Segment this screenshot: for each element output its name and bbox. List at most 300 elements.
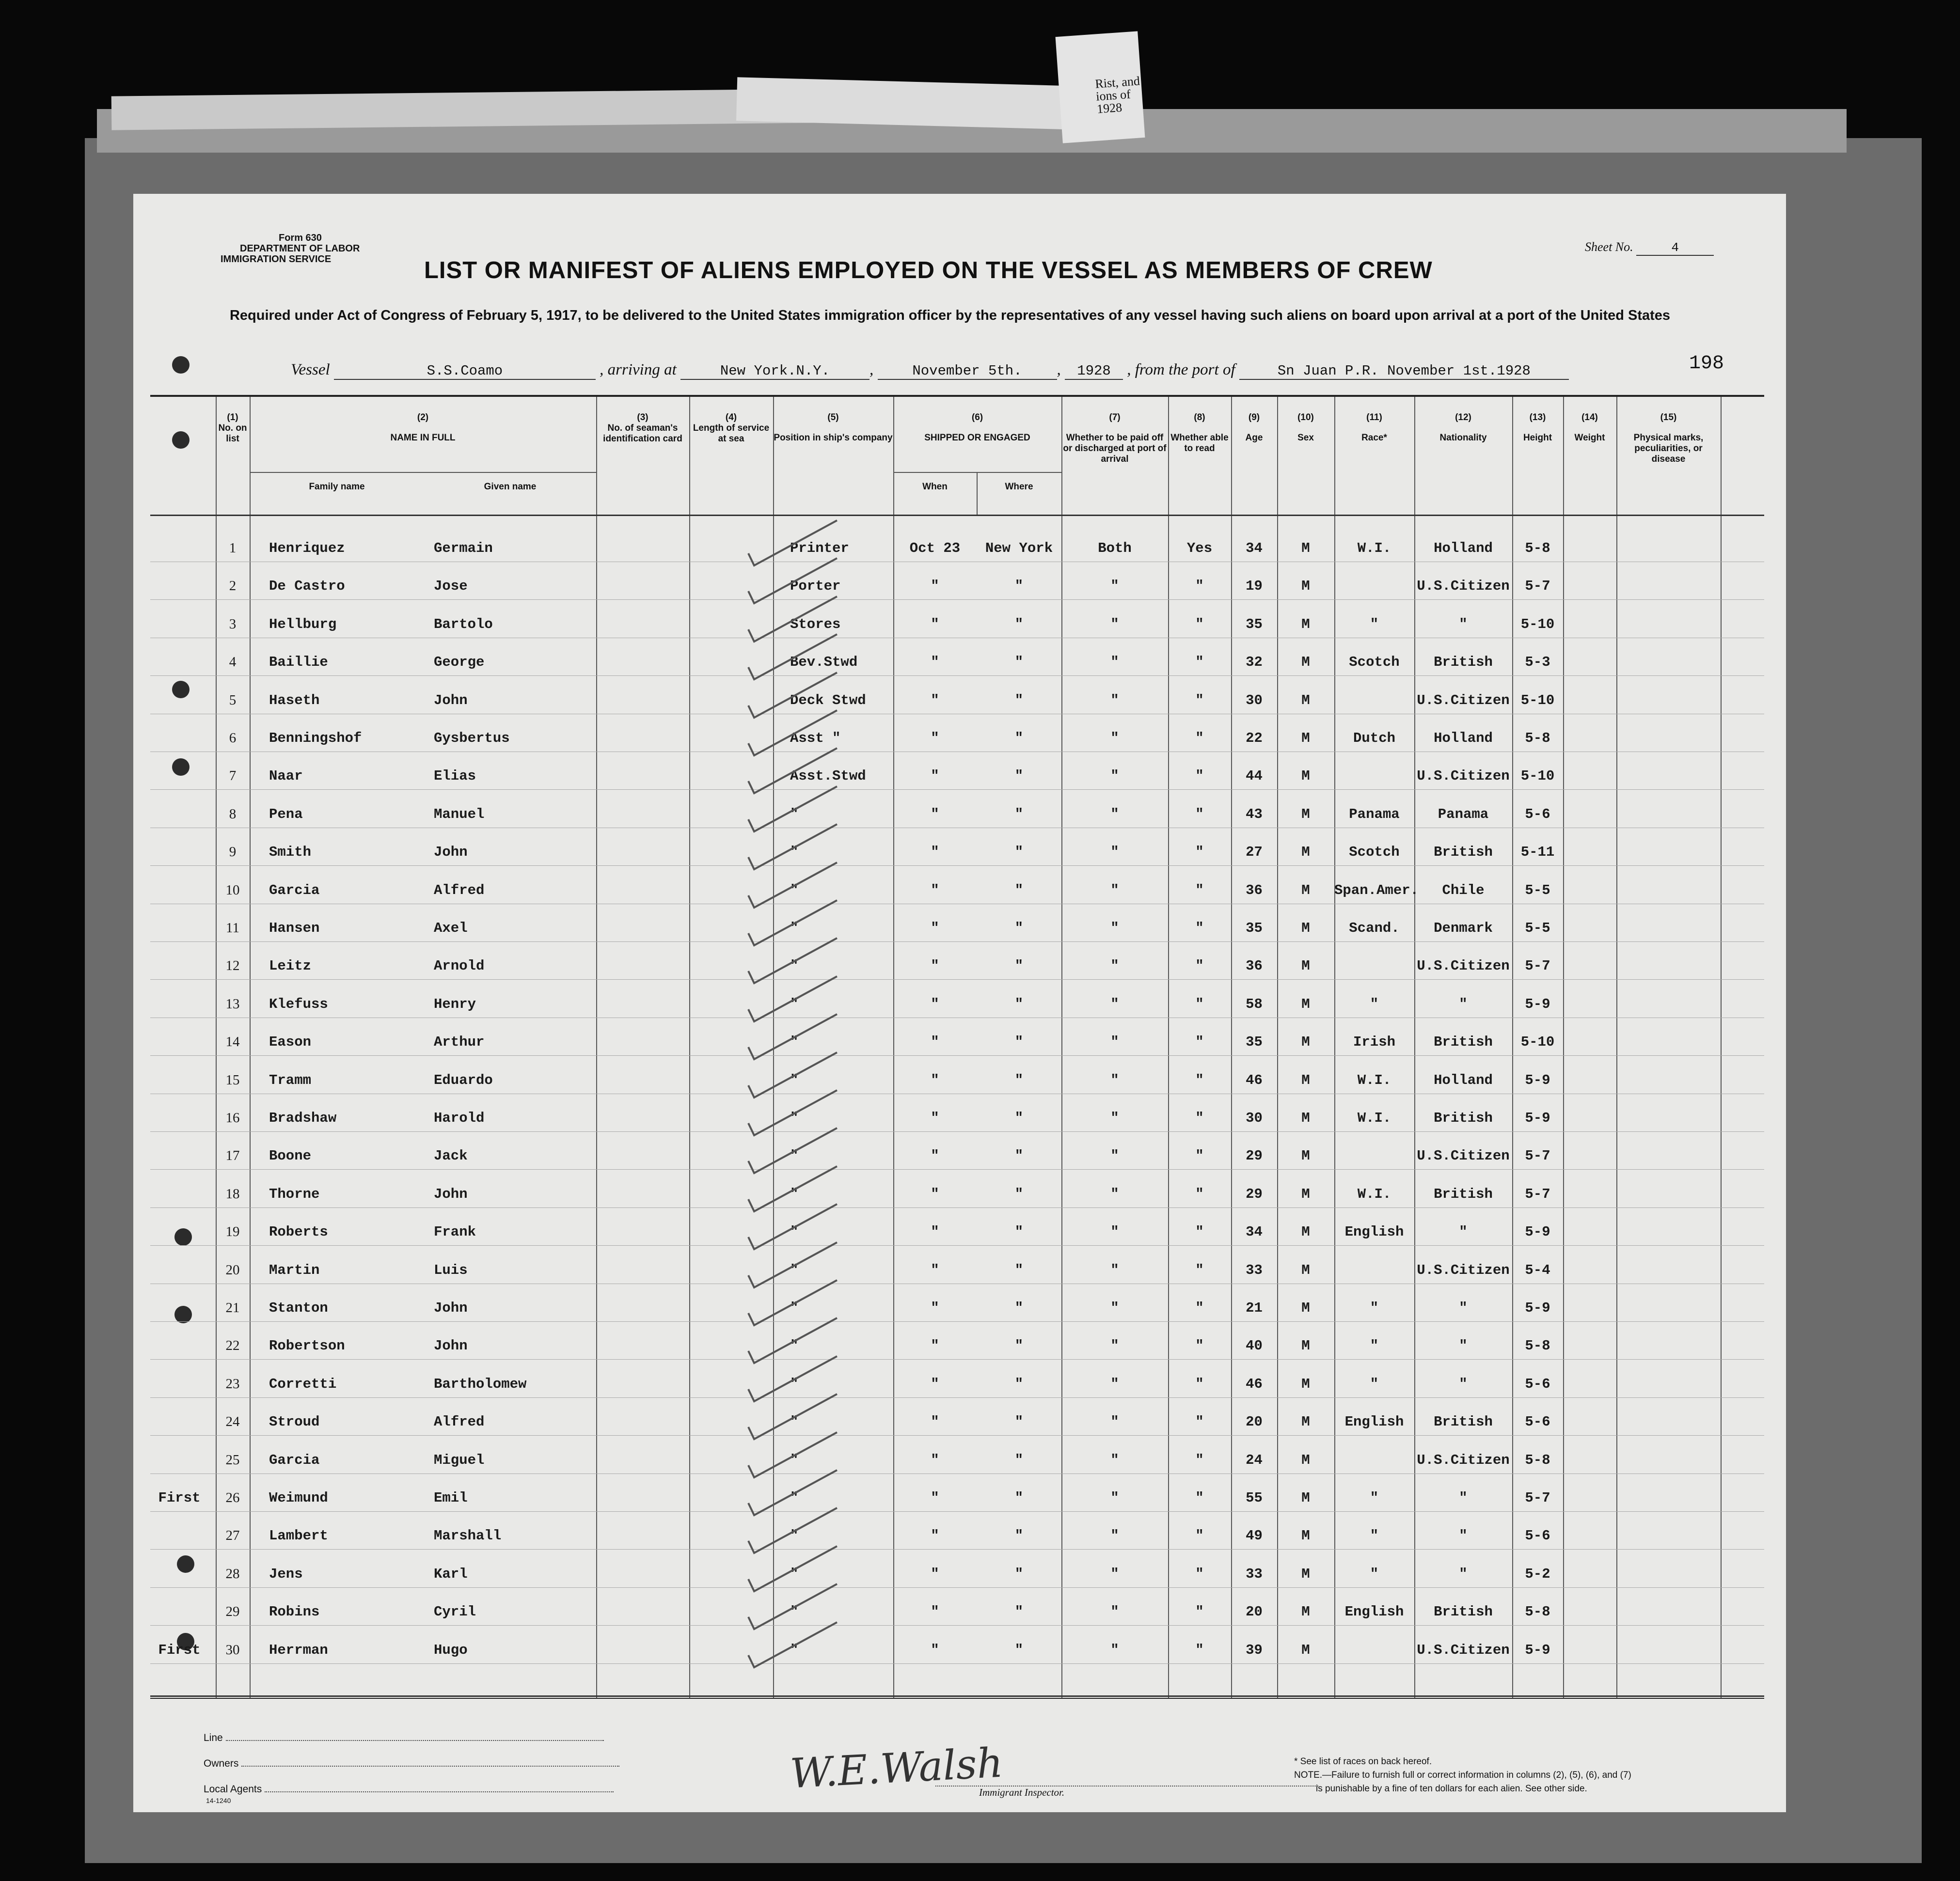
cell-paid: "	[1110, 1452, 1119, 1468]
cell-paid: "	[1110, 692, 1119, 708]
cell-position: "	[790, 1566, 799, 1582]
cell-no: 5	[229, 692, 237, 708]
cell-paid: "	[1110, 1300, 1119, 1316]
cell-read: "	[1195, 768, 1204, 784]
cell-sex: M	[1301, 806, 1310, 822]
cell-given: George	[434, 654, 485, 671]
paper-tab: Rist, and ions of 1928	[1056, 31, 1145, 143]
cell-no: 17	[225, 1148, 240, 1164]
cell-read: "	[1195, 920, 1204, 936]
cell-read: "	[1195, 1148, 1204, 1164]
row-rule	[150, 865, 1764, 866]
cell-position: "	[790, 1414, 799, 1430]
cell-read: "	[1195, 1604, 1204, 1620]
cell-height: 5-11	[1520, 844, 1555, 861]
cell-given: Miguel	[434, 1452, 485, 1468]
cell-read: "	[1195, 730, 1204, 746]
cell-height: 5-9	[1525, 1642, 1550, 1658]
cell-height: 5-8	[1525, 730, 1550, 746]
cell-given: John	[434, 1300, 468, 1316]
cell-given: Frank	[434, 1224, 476, 1240]
cell-no: 12	[225, 958, 240, 974]
departure-port: Sn Juan P.R. November 1st.1928	[1239, 363, 1569, 380]
cell-when: "	[931, 692, 939, 708]
cell-sex: M	[1301, 578, 1310, 595]
crew-table	[150, 395, 1764, 1699]
cell-given: Cyril	[434, 1604, 476, 1620]
cell-no: 26	[225, 1490, 240, 1505]
cell-sex: M	[1301, 1452, 1310, 1468]
arrival-date: November 5th.	[878, 363, 1057, 380]
cell-position: "	[790, 1528, 799, 1544]
cell-race: Panama	[1349, 806, 1400, 822]
cell-age: 29	[1246, 1148, 1263, 1164]
cell-nationality: Denmark	[1434, 920, 1493, 936]
cell-family: Henriquez	[269, 540, 345, 556]
cell-paid: "	[1110, 1186, 1119, 1202]
col-header-14: (14) Weight	[1574, 412, 1605, 443]
cell-nationality: U.S.Citizen	[1417, 578, 1510, 595]
cell-given: Karl	[434, 1566, 468, 1582]
cell-age: 30	[1246, 1110, 1263, 1126]
vessel-name: S.S.Coamo	[334, 363, 596, 380]
cell-height: 5-6	[1525, 806, 1550, 822]
cell-age: 21	[1246, 1300, 1263, 1316]
cell-no: 6	[229, 730, 237, 746]
row-rule	[150, 979, 1764, 980]
cell-sex: M	[1301, 654, 1310, 671]
cell-read: "	[1195, 692, 1204, 708]
cell-height: 5-10	[1520, 692, 1555, 708]
cell-given: Alfred	[434, 1414, 485, 1430]
cell-where: "	[1014, 1490, 1024, 1506]
col-header-6: (6) SHIPPED OR ENGAGED	[924, 412, 1030, 443]
cell-read: "	[1195, 1034, 1204, 1050]
cell-paid: "	[1110, 1604, 1119, 1620]
cell-age: 36	[1246, 958, 1263, 974]
cell-age: 20	[1246, 1414, 1263, 1430]
cell-nationality: "	[1459, 996, 1468, 1012]
cell-nationality: U.S.Citizen	[1417, 958, 1510, 974]
cell-where: "	[1014, 1262, 1024, 1278]
cell-when: "	[931, 1034, 939, 1050]
cell-when: "	[931, 1528, 939, 1544]
cell-race: "	[1370, 1338, 1379, 1354]
cell-paid: "	[1110, 1034, 1119, 1050]
cell-where: "	[1014, 806, 1024, 822]
col-header-when: When	[922, 482, 948, 492]
cell-paid: "	[1110, 1224, 1119, 1240]
cell-family: Roberts	[269, 1224, 328, 1240]
cell-race: English	[1344, 1414, 1404, 1430]
cell-no: 28	[225, 1566, 240, 1582]
cell-position: "	[790, 1110, 799, 1126]
row-rule	[150, 1587, 1764, 1588]
cell-no: 13	[225, 996, 240, 1012]
cell-nationality: "	[1459, 1566, 1468, 1582]
cell-position: "	[790, 1604, 799, 1620]
footer-agents: Local Agents	[204, 1784, 614, 1795]
col-header-11: (11) Race*	[1361, 412, 1387, 443]
cell-read: "	[1195, 844, 1204, 861]
cell-no: 16	[225, 1110, 240, 1126]
cell-where: "	[1014, 1642, 1024, 1658]
row-rule	[150, 675, 1764, 676]
form-code: 14-1240	[206, 1797, 231, 1804]
col-header-12: (12) Nationality	[1439, 412, 1487, 443]
cell-height: 5-10	[1520, 1034, 1555, 1050]
department-block: Form 630 DEPARTMENT OF LABOR IMMIGRATION SERVICE	[221, 233, 360, 265]
cell-when: "	[931, 578, 939, 595]
cell-position: Deck Stwd	[790, 692, 866, 708]
cell-paid: "	[1110, 578, 1119, 595]
cell-age: 29	[1246, 1186, 1263, 1202]
cell-nationality: British	[1434, 1414, 1493, 1430]
cell-when: "	[931, 1604, 939, 1620]
cell-paid: "	[1110, 1072, 1119, 1088]
cell-when: "	[931, 1224, 939, 1240]
cell-race: "	[1370, 996, 1379, 1012]
cell-height: 5-4	[1525, 1262, 1550, 1278]
cell-family: Hellburg	[269, 616, 337, 632]
cell-read: "	[1195, 882, 1204, 898]
page-title: LIST OR MANIFEST OF ALIENS EMPLOYED ON THE VESSEL AS MEMBERS OF CREW	[424, 257, 1433, 283]
cell-race: W.I.	[1357, 540, 1391, 556]
cell-paid: "	[1110, 844, 1119, 861]
cell-read: "	[1195, 1072, 1204, 1088]
cell-height: 5-5	[1525, 882, 1550, 898]
inspector-signature: W.E.Walsh	[789, 1739, 1004, 1798]
cell-nationality: Holland	[1434, 730, 1493, 746]
cell-paid: Both	[1098, 540, 1132, 556]
cell-given: Arnold	[434, 958, 485, 974]
cell-nationality: British	[1434, 1110, 1493, 1126]
cell-nationality: "	[1459, 1490, 1468, 1506]
footer-notes: * See list of races on back hereof. NOTE.—Failure to furnish full or correct information in columns (2), (5), (6), and (7) is punishable by a fine of ten dollars for each alien. See other side.	[1294, 1756, 1631, 1794]
cell-height: 5-10	[1520, 768, 1555, 784]
cell-where: "	[1014, 730, 1024, 746]
cell-sex: M	[1301, 1566, 1310, 1582]
cell-sex: M	[1301, 996, 1310, 1012]
cell-height: 5-9	[1525, 996, 1550, 1012]
cell-position: "	[790, 1642, 799, 1658]
cell-no: 19	[225, 1224, 240, 1240]
col-header-2: (2) NAME IN FULL	[390, 412, 456, 443]
cell-paid: "	[1110, 1262, 1119, 1278]
cell-age: 34	[1246, 1224, 1263, 1240]
cell-sex: M	[1301, 730, 1310, 746]
cell-sex: M	[1301, 1148, 1310, 1164]
cell-where: "	[1014, 1338, 1024, 1354]
row-rule	[150, 1245, 1764, 1246]
cell-paid: "	[1110, 1414, 1119, 1430]
cell-race: W.I.	[1357, 1186, 1391, 1202]
punch-hole	[172, 356, 190, 374]
cell-when: "	[931, 768, 939, 784]
cell-paid: "	[1110, 1148, 1119, 1164]
cell-age: 49	[1246, 1528, 1263, 1544]
cell-family: Robins	[269, 1604, 320, 1620]
cell-given: Jack	[434, 1148, 468, 1164]
cell-nationality: British	[1434, 1034, 1493, 1050]
cell-sex: M	[1301, 1490, 1310, 1506]
cell-race: Span.Amer.	[1334, 882, 1419, 898]
cell-when: "	[931, 1376, 939, 1392]
cell-when: "	[931, 730, 939, 746]
cell-given: Bartholomew	[434, 1376, 527, 1392]
cell-family: Robertson	[269, 1338, 345, 1354]
cell-age: 19	[1246, 578, 1263, 595]
arrival-port: New York.N.Y.	[680, 363, 869, 380]
cell-where: "	[1014, 654, 1024, 671]
row-rule	[150, 1055, 1764, 1056]
cell-age: 46	[1246, 1376, 1263, 1392]
cell-age: 35	[1246, 1034, 1263, 1050]
cell-family: Baillie	[269, 654, 328, 671]
cell-race: English	[1344, 1604, 1404, 1620]
cell-where: "	[1014, 1528, 1024, 1544]
cell-when: "	[931, 1110, 939, 1126]
cell-position: Bev.Stwd	[790, 654, 858, 671]
cell-race: Irish	[1353, 1034, 1395, 1050]
cell-nationality: Chile	[1442, 882, 1485, 898]
cell-given: Hugo	[434, 1642, 468, 1658]
cell-family: Garcia	[269, 1452, 320, 1468]
cell-nationality: Panama	[1438, 806, 1489, 822]
cell-where: "	[1014, 996, 1024, 1012]
cell-family: Corretti	[269, 1376, 337, 1392]
cell-where: "	[1014, 1186, 1024, 1202]
cell-position: Asst.Stwd	[790, 768, 866, 784]
cell-family: Tramm	[269, 1072, 312, 1088]
cell-position: "	[790, 996, 799, 1012]
cell-sex: M	[1301, 1338, 1310, 1354]
cell-height: 5-7	[1525, 1186, 1550, 1202]
row-rule	[150, 1549, 1764, 1550]
cell-read: "	[1195, 654, 1204, 671]
cell-sex: M	[1301, 1072, 1310, 1088]
cell-age: 55	[1246, 1490, 1263, 1506]
cell-position: "	[790, 1186, 799, 1202]
cell-height: 5-6	[1525, 1528, 1550, 1544]
cell-where: "	[1014, 1376, 1024, 1392]
cell-given: Gysbertus	[434, 730, 510, 746]
cell-position: "	[790, 806, 799, 822]
cell-read: "	[1195, 1490, 1204, 1506]
cell-nationality: British	[1434, 1186, 1493, 1202]
cell-sex: M	[1301, 1300, 1310, 1316]
cell-given: Emil	[434, 1490, 468, 1506]
cell-family: Thorne	[269, 1186, 320, 1202]
cell-nationality: "	[1459, 1338, 1468, 1354]
cell-where: "	[1014, 1300, 1024, 1316]
cell-age: 35	[1246, 920, 1263, 936]
row-rule	[150, 1359, 1764, 1360]
cell-nationality: "	[1459, 1224, 1468, 1240]
cell-position: "	[790, 1376, 799, 1392]
cell-paid: "	[1110, 920, 1119, 936]
cell-when: "	[931, 1072, 939, 1088]
cell-paid: "	[1110, 654, 1119, 671]
cell-read: "	[1195, 1224, 1204, 1240]
cell-given: Marshall	[434, 1528, 502, 1544]
cell-given: John	[434, 844, 468, 861]
cell-paid: "	[1110, 1110, 1119, 1126]
cell-no: 15	[225, 1072, 240, 1088]
col-header-4: (4) Length of service at sea	[693, 412, 770, 444]
cell-when: "	[931, 616, 939, 632]
cell-where: "	[1014, 1566, 1024, 1582]
cell-sex: M	[1301, 1604, 1310, 1620]
cell-no: 4	[229, 654, 237, 670]
cell-family: Klefuss	[269, 996, 328, 1012]
col-header-13: (13) Height	[1523, 412, 1552, 443]
cell-position: "	[790, 958, 799, 974]
cell-position: "	[790, 1300, 799, 1316]
cell-position: "	[790, 1452, 799, 1468]
cell-read: "	[1195, 1642, 1204, 1658]
cell-read: "	[1195, 1300, 1204, 1316]
cell-height: 5-9	[1525, 1300, 1550, 1316]
cell-family: Smith	[269, 844, 312, 861]
cell-age: 43	[1246, 806, 1263, 822]
cell-sex: M	[1301, 692, 1310, 708]
col-header-8: (8) Whether able to read	[1170, 412, 1229, 454]
cell-position: "	[790, 1490, 799, 1506]
cell-sex: M	[1301, 540, 1310, 556]
cell-height: 5-2	[1525, 1566, 1550, 1582]
cell-sex: M	[1301, 616, 1310, 632]
cell-read: "	[1195, 1262, 1204, 1278]
cell-sex: M	[1301, 920, 1310, 936]
cell-height: 5-10	[1520, 616, 1555, 632]
footer-line: Line	[204, 1732, 604, 1744]
cell-age: 33	[1246, 1262, 1263, 1278]
cell-race: Scotch	[1349, 844, 1400, 861]
cell-family: Weimund	[269, 1490, 328, 1506]
cell-height: 5-9	[1525, 1110, 1550, 1126]
cell-paid: "	[1110, 1490, 1119, 1506]
cell-where: "	[1014, 578, 1024, 595]
cell-where: "	[1014, 1224, 1024, 1240]
cell-paid: "	[1110, 996, 1119, 1012]
cell-when: "	[931, 996, 939, 1012]
cell-family: Garcia	[269, 882, 320, 898]
cell-no: 1	[229, 540, 237, 556]
cell-family: Naar	[269, 768, 303, 784]
cell-where: "	[1014, 1148, 1024, 1164]
cell-paid: "	[1110, 882, 1119, 898]
cell-age: 58	[1246, 996, 1263, 1012]
cell-given: John	[434, 692, 468, 708]
cell-height: 5-8	[1525, 540, 1550, 556]
cell-where: "	[1014, 882, 1024, 898]
cell-read: "	[1195, 958, 1204, 974]
cell-read: "	[1195, 806, 1204, 822]
cell-position: "	[790, 1034, 799, 1050]
cell-race: W.I.	[1357, 1072, 1391, 1088]
cell-given: Elias	[434, 768, 476, 784]
cell-nationality: Holland	[1434, 1072, 1493, 1088]
cell-no: 20	[225, 1262, 240, 1278]
cell-given: Jose	[434, 578, 468, 595]
row-rule	[150, 941, 1764, 942]
cell-no: 27	[225, 1528, 240, 1544]
cell-nationality: U.S.Citizen	[1417, 1452, 1510, 1468]
cell-paid: "	[1110, 1528, 1119, 1544]
cell-family: Hansen	[269, 920, 320, 936]
cell-age: 33	[1246, 1566, 1263, 1582]
cell-nationality: U.S.Citizen	[1417, 1642, 1510, 1658]
col-header-10: (10) Sex	[1297, 412, 1314, 443]
cell-given: Axel	[434, 920, 468, 936]
cell-position: "	[790, 882, 799, 898]
cell-no: 3	[229, 616, 237, 632]
sheet-number: Sheet No. 4	[1585, 240, 1714, 256]
cell-paid: "	[1110, 1642, 1119, 1658]
cell-age: 46	[1246, 1072, 1263, 1088]
cell-position: "	[790, 920, 799, 936]
cell-family: Pena	[269, 806, 303, 822]
col-header-1: (1) No. on list	[218, 412, 247, 444]
cell-position: "	[790, 1262, 799, 1278]
cell-sex: M	[1301, 1414, 1310, 1430]
cell-when: "	[931, 1452, 939, 1468]
col-header-family: Family name	[309, 482, 365, 492]
cell-when: "	[931, 1566, 939, 1582]
cell-age: 35	[1246, 616, 1263, 632]
cell-sex: M	[1301, 1034, 1310, 1050]
cell-when: "	[931, 1338, 939, 1354]
cell-height: 5-7	[1525, 1490, 1550, 1506]
cell-no: 24	[225, 1414, 240, 1430]
cell-where: "	[1014, 1452, 1024, 1468]
cell-where: "	[1014, 1072, 1024, 1088]
cell-race: "	[1370, 1528, 1379, 1544]
row-rule	[150, 789, 1764, 790]
cell-where: "	[1014, 616, 1024, 632]
cell-read: "	[1195, 1414, 1204, 1430]
cell-where: "	[1014, 844, 1024, 861]
cell-family: Herrman	[269, 1642, 328, 1658]
col-header-given: Given name	[484, 482, 537, 492]
cell-sex: M	[1301, 844, 1310, 861]
cell-no: 25	[225, 1452, 240, 1468]
cell-nationality: U.S.Citizen	[1417, 692, 1510, 708]
cell-age: 30	[1246, 692, 1263, 708]
cell-nationality: "	[1459, 1300, 1468, 1316]
cell-no: 29	[225, 1604, 240, 1620]
cell-race: "	[1370, 616, 1379, 632]
cell-family: Stroud	[269, 1414, 320, 1430]
cell-race: "	[1370, 1376, 1379, 1392]
cell-height: 5-8	[1525, 1452, 1550, 1468]
cell-where: New York	[985, 540, 1053, 556]
cell-height: 5-3	[1525, 654, 1550, 671]
cell-age: 36	[1246, 882, 1263, 898]
cell-age: 39	[1246, 1642, 1263, 1658]
cell-position: Printer	[790, 540, 849, 556]
cell-when: "	[931, 1642, 939, 1658]
cell-family: Jens	[269, 1566, 303, 1582]
cell-no: 10	[225, 882, 240, 898]
row-rule	[150, 1473, 1764, 1474]
cell-paid: "	[1110, 730, 1119, 746]
row-rule	[150, 1207, 1764, 1208]
cell-no: 22	[225, 1338, 240, 1354]
cell-age: 40	[1246, 1338, 1263, 1354]
voyage-line: Vessel S.S.Coamo , arriving at New York.N.Y. , November 5th. , 1928 , from the port of Sn Juan P.R. November 1st.1928	[291, 361, 1569, 380]
